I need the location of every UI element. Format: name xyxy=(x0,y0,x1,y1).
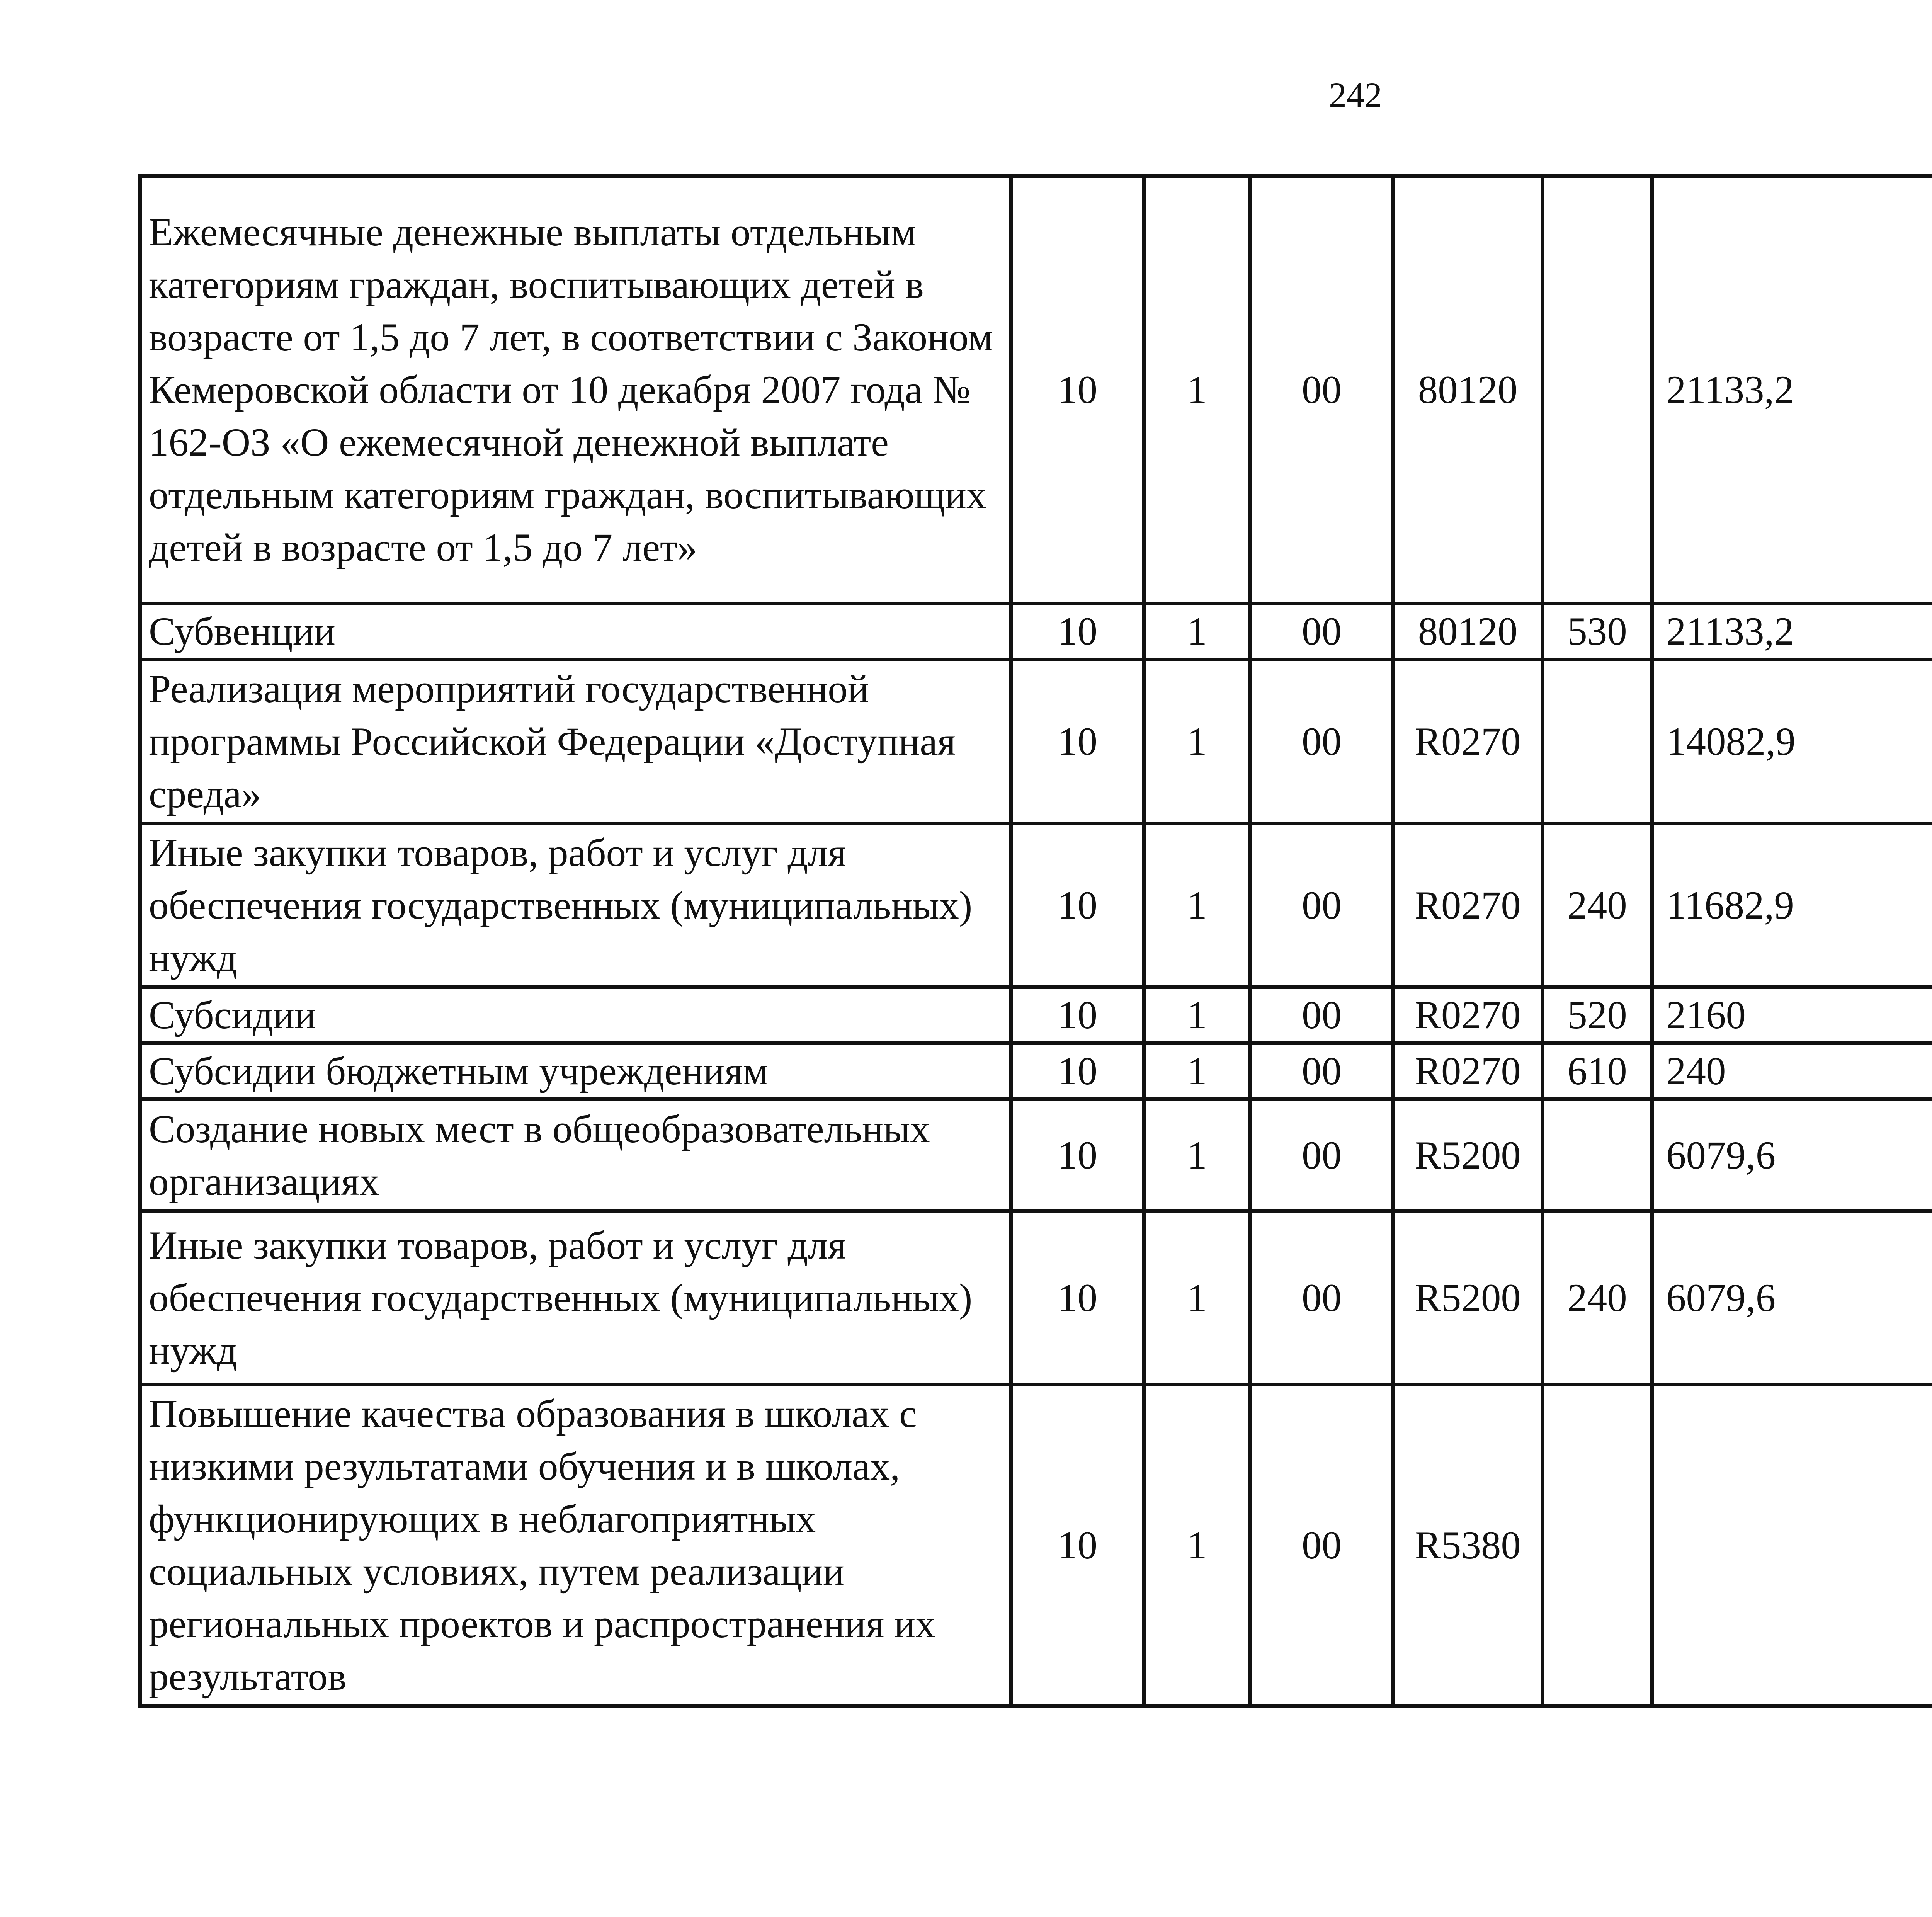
amount-1-cell: 2160 xyxy=(1652,987,1932,1043)
expense-type-cell xyxy=(1543,1385,1652,1706)
row-name-cell: Создание новых мест в общеобразовательных организациях xyxy=(140,1099,1011,1211)
amount-1-cell xyxy=(1652,1385,1932,1706)
target-cell: R5200 xyxy=(1393,1099,1543,1211)
amount-1-cell: 21133,2 xyxy=(1652,176,1932,604)
subsection-cell: 1 xyxy=(1144,823,1250,987)
row-name-cell: Субвенции xyxy=(140,604,1011,660)
section-cell: 10 xyxy=(1011,660,1144,823)
subsection-cell: 1 xyxy=(1144,1099,1250,1211)
row-name-cell: Иные закупки товаров, работ и услуг для обеспечения государственных (муниципальных) нужд xyxy=(140,1211,1011,1385)
table-row xyxy=(140,1385,1932,1706)
target-cell: R0270 xyxy=(1393,823,1543,987)
program-cell: 00 xyxy=(1250,1043,1393,1099)
table-row xyxy=(140,1211,1932,1385)
program-cell: 00 xyxy=(1250,1385,1393,1706)
section-cell: 10 xyxy=(1011,1385,1144,1706)
subsection-cell: 1 xyxy=(1144,660,1250,823)
expense-type-cell xyxy=(1543,660,1652,823)
table-row xyxy=(140,1099,1932,1211)
subsection-cell: 1 xyxy=(1144,1211,1250,1385)
expense-type-cell: 610 xyxy=(1543,1043,1652,1099)
budget-table xyxy=(138,174,1932,1708)
program-cell: 00 xyxy=(1250,660,1393,823)
expense-type-cell: 520 xyxy=(1543,987,1652,1043)
program-cell: 00 xyxy=(1250,987,1393,1043)
subsection-cell: 1 xyxy=(1144,1385,1250,1706)
table-row xyxy=(140,823,1932,987)
target-cell: 80120 xyxy=(1393,176,1543,604)
section-cell: 10 xyxy=(1011,1099,1144,1211)
section-cell: 10 xyxy=(1011,604,1144,660)
table-row xyxy=(140,176,1932,604)
table-row xyxy=(140,660,1932,823)
subsection-cell: 1 xyxy=(1144,176,1250,604)
target-cell: R5200 xyxy=(1393,1211,1543,1385)
subsection-cell: 1 xyxy=(1144,1043,1250,1099)
row-name-cell: Иные закупки товаров, работ и услуг для обеспечения государственных (муниципальных) нужд xyxy=(140,823,1011,987)
amount-1-cell: 240 xyxy=(1652,1043,1932,1099)
row-name-cell: Реализация мероприятий государственной программы Российской Федерации «Доступная среда» xyxy=(140,660,1011,823)
amount-1-cell: 6079,6 xyxy=(1652,1099,1932,1211)
target-cell: R0270 xyxy=(1393,987,1543,1043)
subsection-cell: 1 xyxy=(1144,604,1250,660)
target-cell: R0270 xyxy=(1393,1043,1543,1099)
section-cell: 10 xyxy=(1011,1043,1144,1099)
program-cell: 00 xyxy=(1250,823,1393,987)
section-cell: 10 xyxy=(1011,1211,1144,1385)
amount-1-cell: 6079,6 xyxy=(1652,1211,1932,1385)
target-cell: R5380 xyxy=(1393,1385,1543,1706)
row-name-cell: Субсидии xyxy=(140,987,1011,1043)
program-cell: 00 xyxy=(1250,1211,1393,1385)
table-row xyxy=(140,987,1932,1043)
amount-1-cell: 14082,9 xyxy=(1652,660,1932,823)
section-cell: 10 xyxy=(1011,176,1144,604)
expense-type-cell xyxy=(1543,176,1652,604)
program-cell: 00 xyxy=(1250,604,1393,660)
page-number: 242 xyxy=(1329,75,1382,115)
expense-type-cell: 530 xyxy=(1543,604,1652,660)
row-name-cell: Повышение качества образования в школах с низкими результатами обучения и в школах, функционирующих в неблагоприятных социальных условиях, путем реализации региональных проектов и распространения их результатов xyxy=(140,1385,1011,1706)
expense-type-cell: 240 xyxy=(1543,1211,1652,1385)
row-name-cell: Ежемесячные денежные выплаты отдельным категориям граждан, воспитывающих детей в возрасте от 1,5 до 7 лет, в соответствии с Законом Кемеровской области от 10 декабря 2007 года № 162-ОЗ «О ежемесячной денежной выплате отдельным категориям граждан, воспитывающих детей в возрасте от 1,5 до 7 лет» xyxy=(140,176,1011,604)
table-row xyxy=(140,604,1932,660)
section-cell: 10 xyxy=(1011,823,1144,987)
section-cell: 10 xyxy=(1011,987,1144,1043)
expense-type-cell: 240 xyxy=(1543,823,1652,987)
amount-1-cell: 21133,2 xyxy=(1652,604,1932,660)
subsection-cell: 1 xyxy=(1144,987,1250,1043)
row-name-cell: Субсидии бюджетным учреждениям xyxy=(140,1043,1011,1099)
amount-1-cell: 11682,9 xyxy=(1652,823,1932,987)
target-cell: R0270 xyxy=(1393,660,1543,823)
table-row xyxy=(140,1043,1932,1099)
program-cell: 00 xyxy=(1250,1099,1393,1211)
target-cell: 80120 xyxy=(1393,604,1543,660)
program-cell: 00 xyxy=(1250,176,1393,604)
expense-type-cell xyxy=(1543,1099,1652,1211)
